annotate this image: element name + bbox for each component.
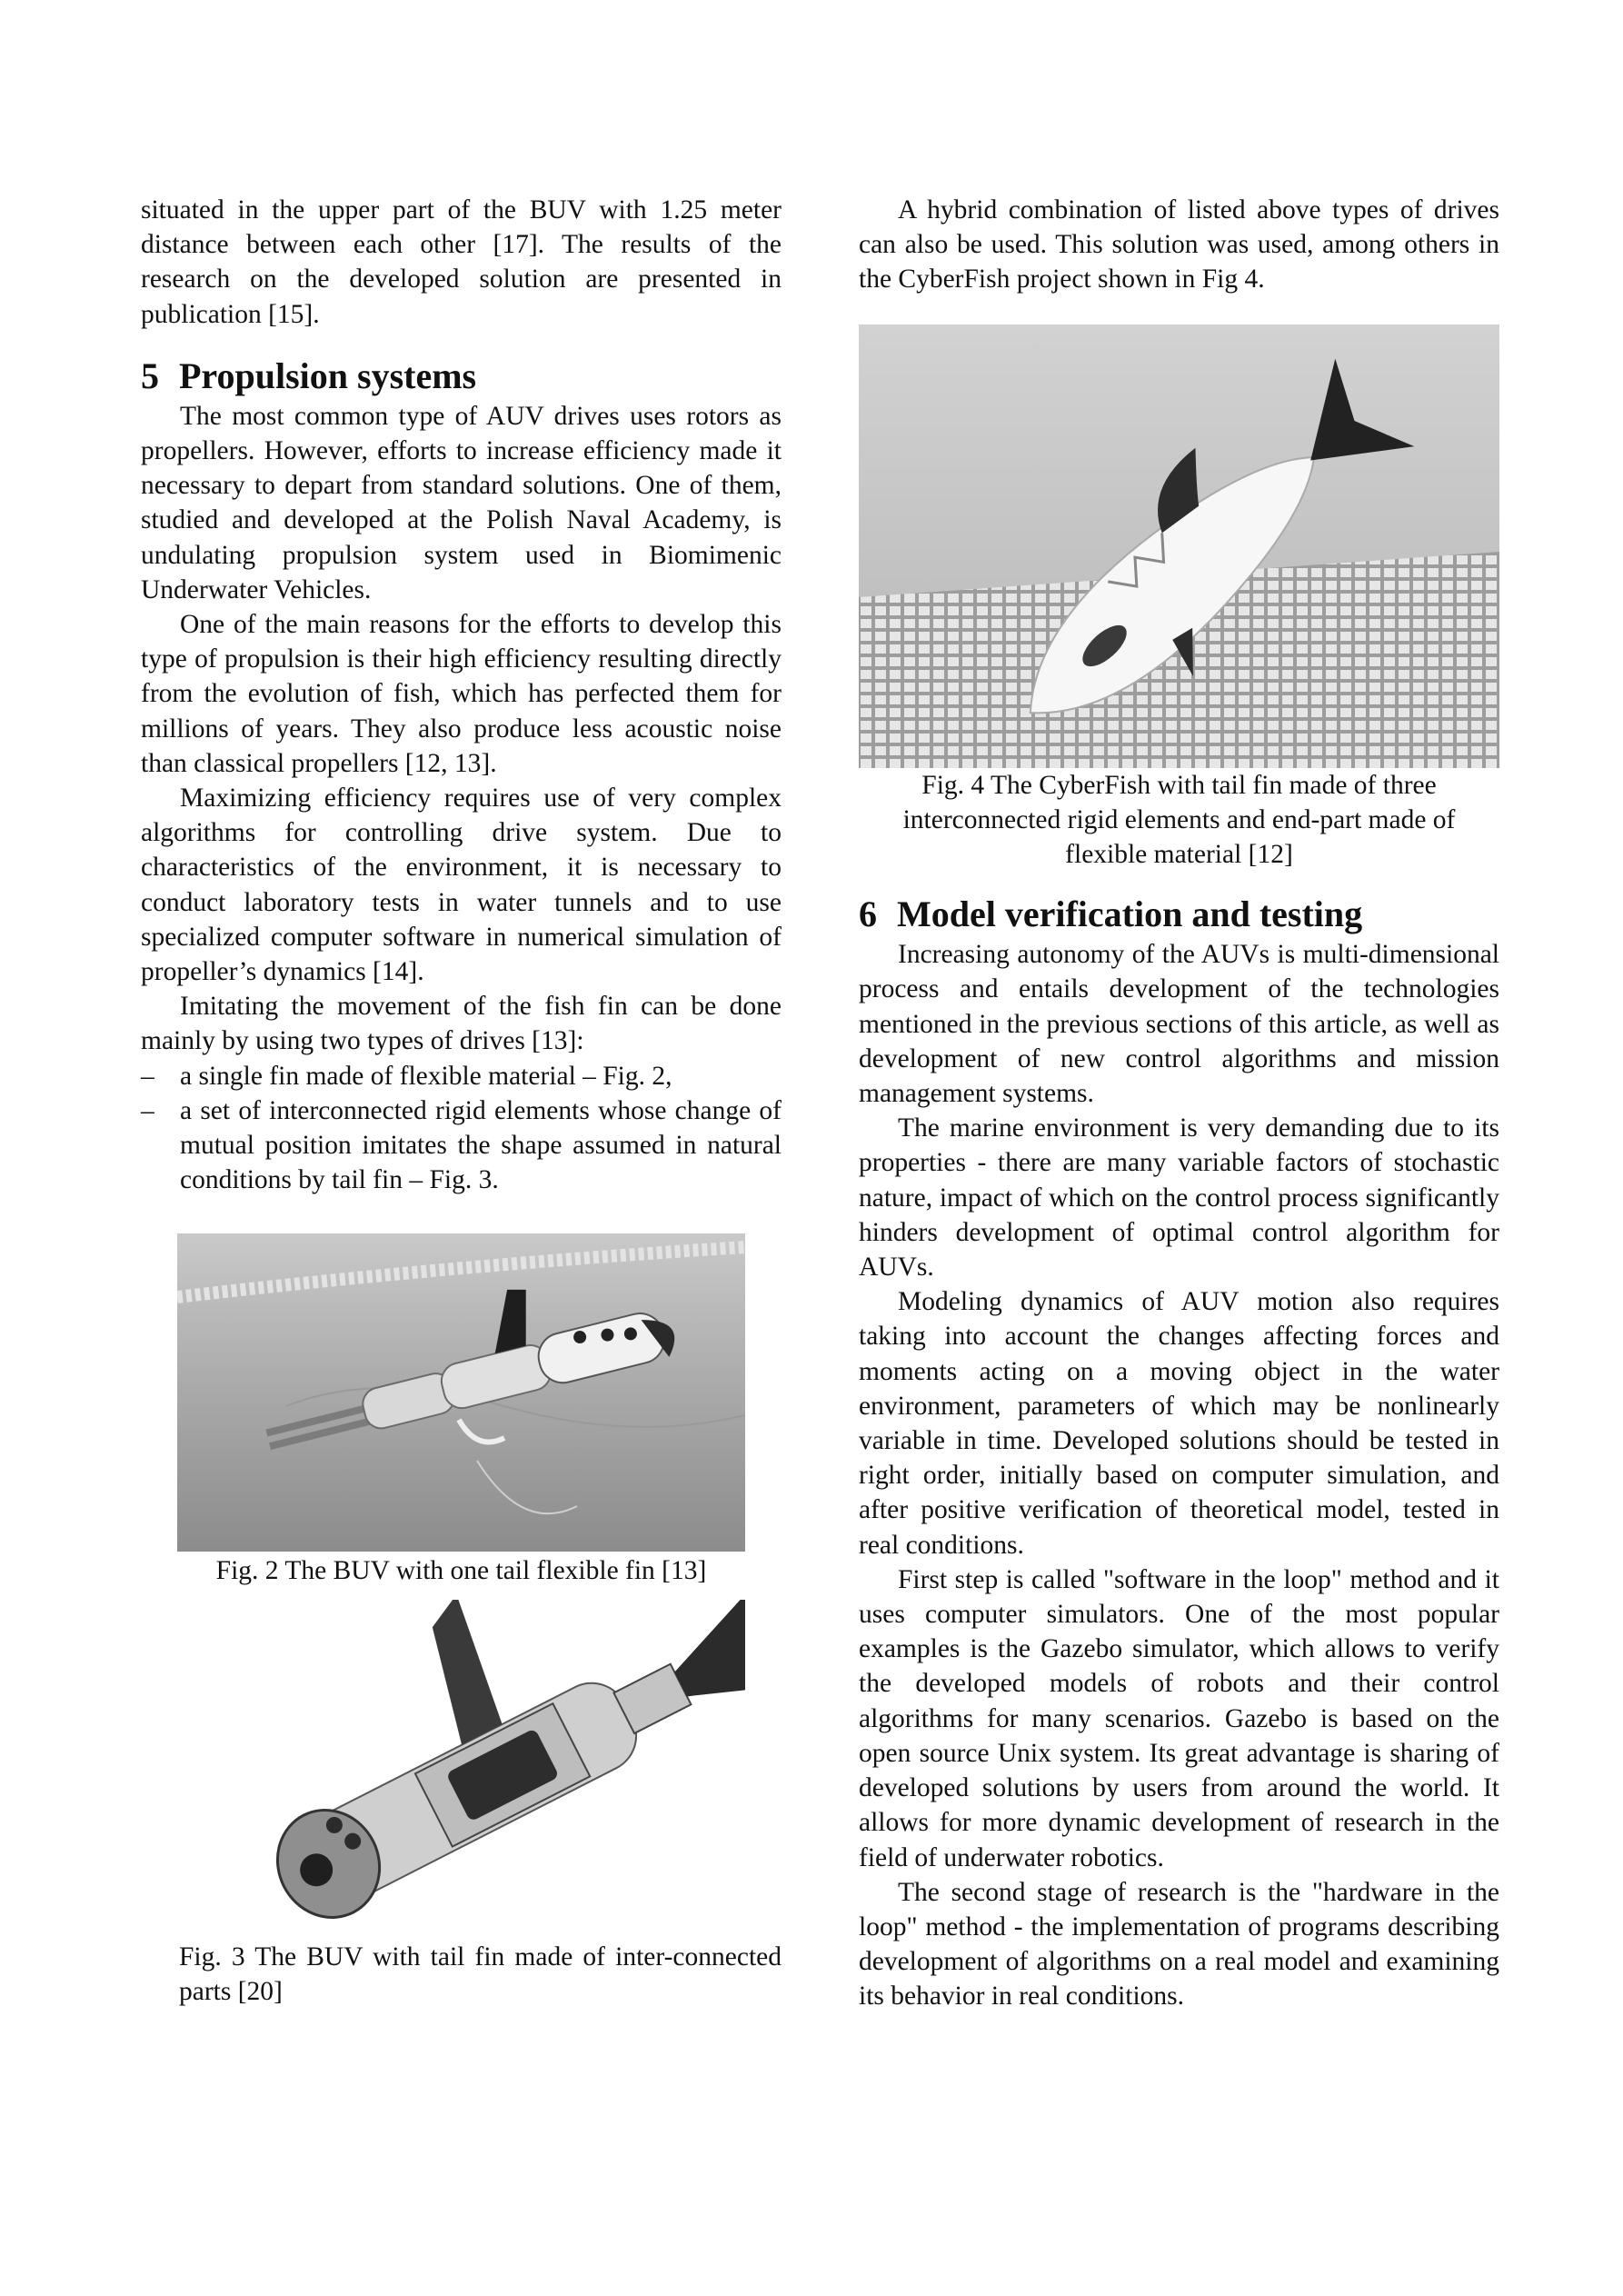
figure-4-image <box>859 324 1499 768</box>
list-dash: – <box>141 1061 154 1091</box>
section-5-paragraph-1: The most common type of AUV drives uses rotors as propellers. However, efforts to increase efficiency made it necessary to depart from standard solutions. One of them, studied and developed at the Polish Naval Academy, is undulating propulsion system used in Biomimenic Underwater Vehicles. <box>141 401 782 604</box>
section-6-paragraph-2: The marine environment is very demanding due to its properties - there are many variable factors of stochastic nature, impact of which on the control process significantly hinders development of optimal control algorithm for AUVs. <box>859 1113 1499 1283</box>
section-5-number: 5 <box>141 354 159 396</box>
section-6-number: 6 <box>859 893 877 935</box>
figure-3-image <box>177 1600 745 1927</box>
right-intro-paragraph: A hybrid combination of listed above types of drives can also be used. This solution was used, among others in the CyberFish project shown in Fig 4. <box>859 195 1499 294</box>
section-6-paragraph-3: Modeling dynamics of AUV motion also requires taking into account the changes affecting forces and moments acting on a moving object in the water environment, parameters of which may be nonlinearly variable in time. Developed solutions should be tested in right order, initially based on computer simulation, and after positive verification of theoretical model, tested in real conditions. <box>859 1287 1499 1560</box>
section-6-title: Model verification and testing <box>897 893 1363 935</box>
list-item <box>141 1093 782 1198</box>
section-5-title: Propulsion systems <box>179 354 477 396</box>
left-column <box>141 193 782 2009</box>
section-6-paragraph-4: First step is called "software in the loop" method and it uses computer simulators. One of the most popular examples is the Gazebo simulator, which allows to verify the developed models of robots and their control algorithms for many scenarios. Gazebo is based on the open source Unix system. Its great advantage is sharing of developed solutions by users from around the world. It allows for more dynamic development of research in the field of underwater robotics. <box>859 1564 1499 1872</box>
figure-2-caption: Fig. 2 The BUV with one tail flexible fin [13] <box>215 1556 707 1586</box>
list-dash: – <box>141 1095 154 1125</box>
section-6-paragraph-5: The second stage of research is the "hardware in the loop" method - the implementation of programs describing development of algorithms on a real model and examining its behavior in real conditions. <box>859 1877 1499 2011</box>
section-5-paragraph-4: Imitating the movement of the fish fin can be done mainly by using two types of drives [13]: <box>141 992 782 1056</box>
section-6-heading <box>859 892 1499 937</box>
figure-2-image <box>177 1233 745 1552</box>
left-intro-paragraph: situated in the upper part of the BUV with 1.25 meter distance between each other [17]. The results of the research on the developed solution are presented in publication [15]. <box>141 195 782 329</box>
section-5-paragraph-2: One of the main reasons for the efforts to develop this type of propulsion is their high efficiency resulting directly from the evolution of fish, which has perfected them for millions of years. They also produce less acoustic noise than classical propellers [12, 13]. <box>141 610 782 778</box>
section-6-paragraph-1: Increasing autonomy of the AUVs is multi-dimensional process and entails development of the technologies mentioned in the previous sections of this article, as well as development of new control algorithms and mission management systems. <box>859 940 1499 1109</box>
figure-3-caption: Fig. 3 The BUV with tail fin made of inter-connected parts [20] <box>179 1942 782 2006</box>
figure-4-caption: Fig. 4 The CyberFish with tail fin made of three interconnected rigid elements and end-part made of flexible material [12] <box>902 770 1456 870</box>
list-item <box>141 1059 782 1093</box>
section-5-paragraph-3: Maximizing efficiency requires use of very complex algorithms for controlling drive system. Due to characteristics of the environment, it is necessary to conduct laboratory tests in water tunnels and to use specialized computer software in numerical simulation of propeller’s dynamics [14]. <box>141 784 782 987</box>
right-column <box>859 193 1499 2014</box>
list-item-text: a set of interconnected rigid elements whose change of mutual position imitates the shape assumed in natural conditions by tail fin – Fig. 3. <box>180 1095 782 1195</box>
section-5-heading <box>141 354 782 399</box>
list-item-text: a single fin made of flexible material – Fig. 2, <box>180 1061 672 1091</box>
drive-types-list <box>141 1059 782 1198</box>
